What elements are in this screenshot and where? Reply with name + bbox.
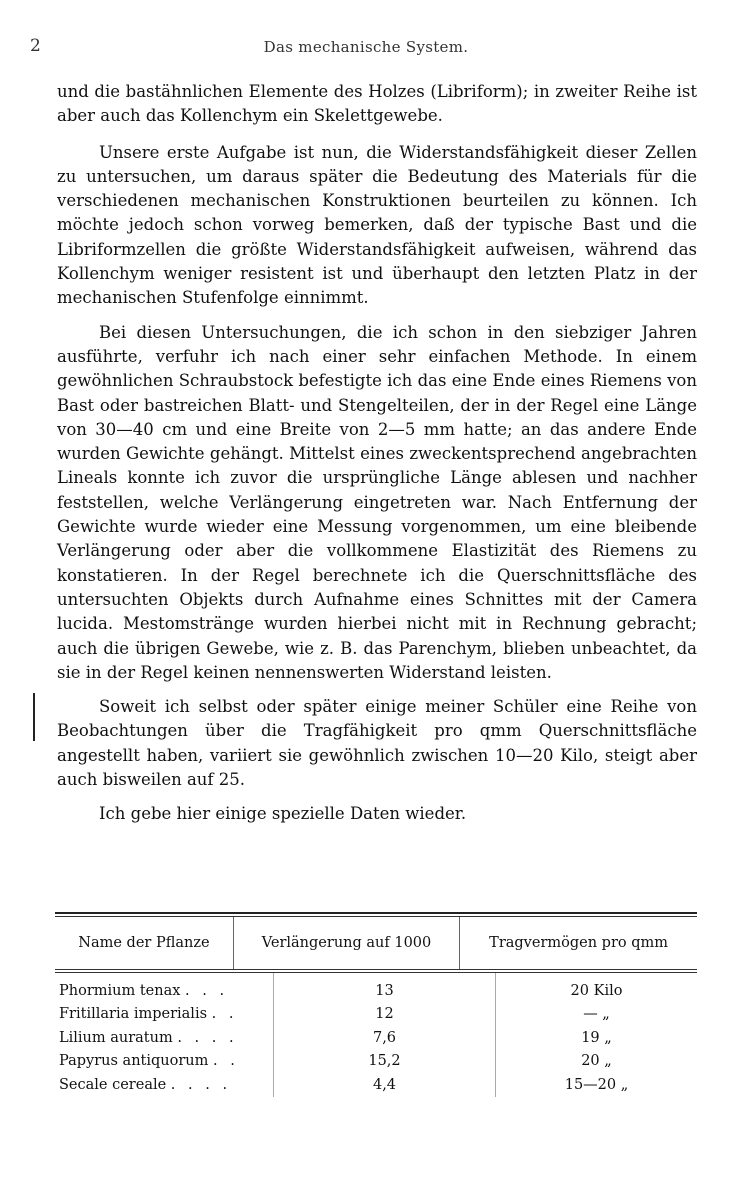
paragraph-continuation: und die bastähnlichen Elemente des Holzes (Libriform); in zweiter Reihe ist aber auch das Kollenchym ein Skelettgewebe. [57, 82, 697, 126]
data-table [55, 912, 697, 1097]
table-row [55, 1003, 697, 1027]
elongation-value: 12 [274, 1003, 496, 1027]
capacity-value: 20 „ [496, 1050, 698, 1074]
table-row [55, 1026, 697, 1050]
table-row [55, 1073, 697, 1097]
page-number: 2 [30, 36, 41, 56]
leader-dots: . . . [185, 982, 229, 999]
leader-dots: . . . . [177, 1029, 238, 1046]
margin-mark [33, 693, 35, 741]
plant-name: Fritillaria imperialis [59, 1006, 208, 1023]
plant-name: Papyrus antiquorum [59, 1053, 209, 1070]
elongation-value: 7,6 [274, 1026, 496, 1050]
body-text [57, 80, 697, 827]
plant-name: Secale cereale [59, 1076, 167, 1093]
table-row [55, 1050, 697, 1074]
leader-dots: . . . . [170, 1076, 232, 1093]
paragraph-method: Bei diesen Untersuchungen, die ich schon in den siebziger Jahren ausführte, verfuhr ich nach einer sehr einfachen Methode. In einem gewöhnlichen Schraubstock befestigte ich das eine Ende eines Riemens von Bast oder bastreichen Blatt- und Stengelteilen, der in der Regel eine Länge von 30—40 cm und eine Breite von 2—5 mm hatte; an das andere Ende wurden Gewichte gehängt. Mittelst eines zweckentsprechend angebrachten Lineals konnte ich zuvor die ursprüngliche Länge ablesen und nachher feststellen, welche Verlängerung eingetreten war. Nach Entfernung der Gewichte wurde wieder eine Messung vorgenommen, um eine bleibende Verlängerung oder aber die vollkommene Elastizität des Riemens zu konstatieren. In der Regel berechnete ich die Querschnittsfläche des untersuchten Objekts durch Aufnahme eines Schnittes mit der Camera lucida. Mestomstränge wurden hierbei nicht mit in Rechnung gebracht; auch die übrigen Gewebe, wie z. B. das Parenchym, blieben unbeachtet, da sie in der Regel keinen nennenswerten Widerstand leisten. [57, 322, 697, 682]
running-head: Das mechanische System. [263, 38, 469, 56]
page-header [30, 36, 702, 60]
table-row [55, 973, 697, 1003]
capacity-value: 19 „ [496, 1026, 698, 1050]
plant-name: Phormium tenax [59, 982, 181, 999]
paragraph-task: Unsere erste Aufgabe ist nun, die Widerstandsfähigkeit dieser Zellen zu untersuchen, um daraus später die Bedeutung des Materials für die verschiedenen mechanischen Konstruktionen beurteilen zu können. Ich möchte jedoch schon vorweg bemerken, daß der typische Bast und die Libriformzellen die größte Widerstandsfähigkeit aufweisen, während das Kollenchym weniger resistent ist und überhaupt den letzten Platz in der mechanischen Stufenfolge einnimmt. [57, 142, 697, 308]
column-header-elongation: Verlängerung auf 1000 [233, 917, 459, 969]
plant-name: Lilium auratum [59, 1029, 173, 1046]
leader-dots: . . [211, 1006, 238, 1023]
elongation-value: 4,4 [274, 1073, 496, 1097]
capacity-value: — „ [496, 1003, 698, 1027]
paragraph-data-intro: Ich gebe hier einige spezielle Daten wieder. [99, 804, 467, 824]
table-header-row [55, 917, 697, 969]
paragraph-results: Soweit ich selbst oder später einige meiner Schüler eine Reihe von Beobachtungen über die Tragfähigkeit pro qmm Querschnittsfläche angestellt haben, variiert sie gewöhnlich zwischen 10—20 Kilo, steigt aber auch bisweilen auf 25. [57, 697, 697, 790]
capacity-value: 20 Kilo [496, 973, 698, 1003]
capacity-value: 15—20 „ [496, 1073, 698, 1097]
column-header-name: Name der Pflanze [78, 935, 210, 951]
column-header-capacity: Tragvermögen pro qmm [460, 917, 697, 969]
elongation-value: 13 [274, 973, 496, 1003]
elongation-value: 15,2 [274, 1050, 496, 1074]
leader-dots: . . [212, 1053, 239, 1070]
